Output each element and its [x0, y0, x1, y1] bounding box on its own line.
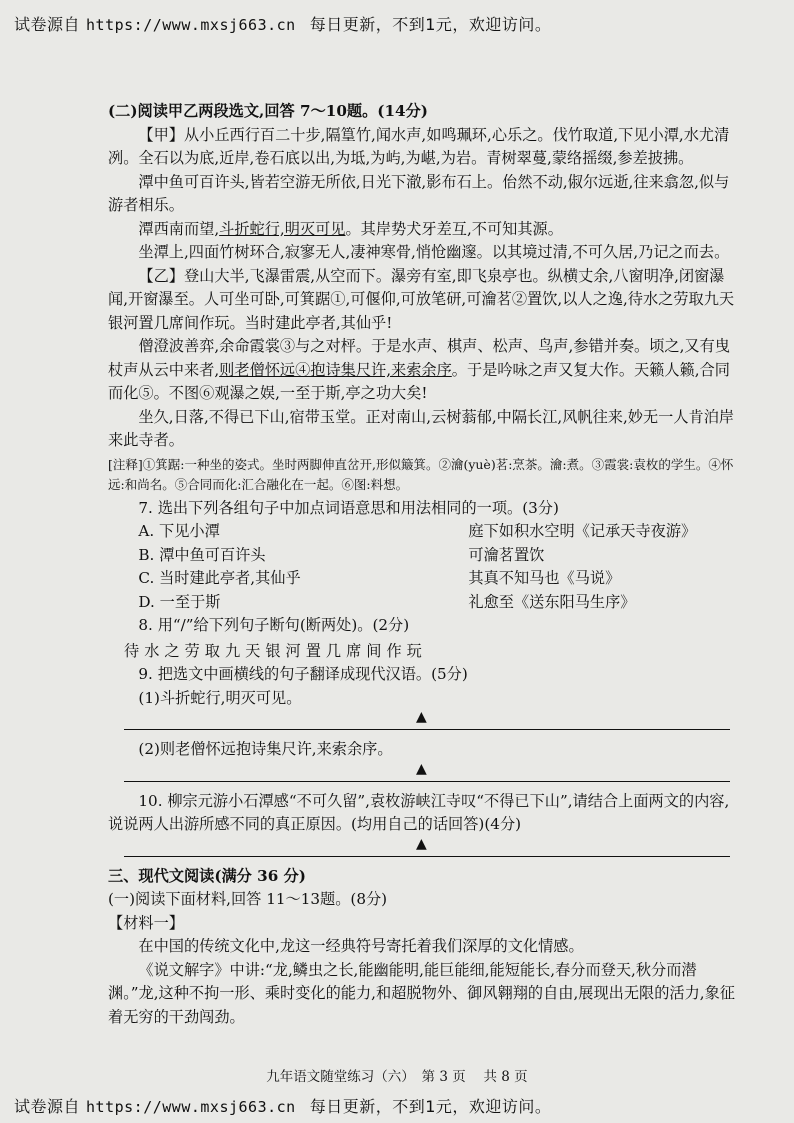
underlined-sentence-1: 斗折蛇行,明灭可见	[219, 219, 346, 238]
q7-option-d	[108, 591, 738, 615]
material-1-paragraph-1: 在中国的传统文化中,龙这一经典符号寄托着我们深厚的文化情感。	[138, 937, 584, 955]
answer-line-q9-1[interactable]	[108, 709, 738, 734]
annotation-note: [注释]①箕踞:一种坐的姿式。坐时两脚伸直岔开,形似簸箕。②瀹(yuè)茗:烹茶。瀹:煮。③霞裳:袁枚的学生。④怀远:和尚名。⑤合同而化:汇合融化在一起。⑥图:料想。	[108, 456, 734, 492]
q7-option-a-right: 庭下如积水空明《记承天寺夜游》	[468, 522, 697, 540]
exam-page	[108, 100, 738, 1029]
yi-p2-pre: 僧澄波善弈,余命霞裳③与之对枰。于是水声、棋声、松声、鸟声,参错并奏。顷之,又有曳杖声从云中来者,	[108, 337, 730, 379]
answer-rule	[124, 781, 730, 782]
q7-option-b	[108, 544, 738, 568]
answer-rule	[124, 856, 730, 857]
banner-source: 试卷源自	[14, 15, 81, 34]
banner-source: 试卷源自	[14, 1097, 81, 1116]
q7-option-d-left: D. 一至于斯	[138, 592, 221, 611]
yi-paragraph-2	[108, 335, 738, 406]
q8-sentence: 待水之劳取九天银河置几席间作玩	[124, 641, 427, 660]
q7-option-a	[108, 520, 738, 544]
jia-paragraph-2: 潭中鱼可百许头,皆若空游无所依,日光下澈,影布石上。佁然不动,俶尔远逝,往来翕忽,似与游者相乐。	[108, 172, 730, 214]
answer-line-q9-2[interactable]	[108, 760, 738, 786]
top-banner	[14, 12, 551, 35]
answer-marker: ▲	[416, 709, 427, 725]
section3-subheading: (一)阅读下面材料,回答 11～13题。(8分)	[108, 890, 388, 908]
q8-stem: 8. 用“/”给下列句子断句(断两处)。(2分)	[138, 616, 410, 634]
answer-rule	[124, 729, 730, 730]
q9-stem: 9. 把选文中画横线的句子翻译成现代汉语。(5分)	[138, 665, 468, 683]
q7-option-b-right: 可瀹茗置饮	[468, 545, 545, 564]
material-1-paragraph-2: 《说文解字》中讲:“龙,鳞虫之长,能幽能明,能巨能细,能短能长,春分而登天,秋分而潜渊。”龙,这种不拘一形、乘时变化的能力,和超脱物外、御风翱翔的自由,展现出无限的活力,象征着无穷的干劲闯劲。	[108, 960, 735, 1026]
underlined-sentence-2: 则老僧怀远④抱诗集尺许,来索余序	[219, 360, 452, 379]
q7-option-c-left: C. 当时建此亭者,其仙乎	[138, 569, 301, 587]
yi-paragraph-3: 坐久,日落,不得已下山,宿带玉堂。正对南山,云树蓊郁,中隔长江,风帆往来,妙无一人肯泊岸来此寺者。	[108, 407, 735, 449]
q9-sentence-2: (2)则老僧怀远抱诗集尺许,来索余序。	[138, 740, 393, 758]
q7-option-c	[108, 567, 738, 591]
answer-marker: ▲	[416, 760, 427, 777]
jia-paragraph-1: 【甲】从小丘西行百二十步,隔篁竹,闻水声,如鸣珮环,心乐之。伐竹取道,下见小潭,水尤清冽。全石以为底,近岸,卷石底以出,为坻,为屿,为嵁,为岩。青树翠蔓,蒙络摇缀,参差披拂。	[108, 125, 730, 167]
jia-paragraph-4: 坐潭上,四面竹树环合,寂寥无人,凄神寒骨,悄怆幽邃。以其境过清,不可久居,乃记之而去。	[138, 243, 730, 261]
jia-paragraph-3	[108, 218, 738, 242]
material-1-label: 【材料一】	[108, 913, 184, 932]
q7-option-c-right: 其真不知马也《马说》	[468, 569, 621, 587]
jia-p3-pre: 潭西南而望,	[138, 219, 220, 238]
section2-heading: (二)阅读甲乙两段选文,回答 7～10题。(14分)	[108, 102, 428, 120]
q7-option-a-left: A. 下见小潭	[138, 522, 220, 540]
yi-p2-post: 。于是吟咏之声又复大作。天籁人籁,合同而化⑤。不图⑥观瀑之娱,一至于斯,亭之功大矣!	[108, 360, 730, 402]
banner-slogan: 每日更新，不到1元，欢迎访问。	[309, 15, 552, 34]
bottom-banner	[14, 1094, 551, 1117]
page-footer: 九年语文随堂练习（六） 第 3 页 共 8 页	[266, 1069, 528, 1085]
banner-url[interactable]: https://www.mxsj663.cn	[86, 16, 296, 34]
q7-option-d-right: 礼愈至《送东阳马生序》	[468, 592, 636, 611]
answer-marker: ▲	[416, 835, 427, 852]
q7-stem: 7. 选出下列各组句子中加点词语意思和用法相同的一项。(3分)	[138, 498, 559, 517]
q9-sentence-1: (1)斗折蛇行,明灭可见。	[138, 688, 302, 707]
yi-paragraph-1: 【乙】登山大半,飞瀑雷震,从空而下。瀑旁有室,即飞泉亭也。纵横丈余,八窗明净,闭窗瀑闻,开窗瀑至。人可坐可卧,可箕踞①,可偃仰,可放笔研,可瀹茗②置饮,以人之逸,待水之劳取九天银河置几席间作玩。当时建此亭者,其仙乎!	[108, 266, 735, 332]
answer-line-q10[interactable]	[108, 835, 738, 861]
section3-heading: 三、现代文阅读(满分 36 分)	[108, 866, 306, 885]
banner-url[interactable]: https://www.mxsj663.cn	[86, 1098, 296, 1116]
banner-slogan: 每日更新，不到1元，欢迎访问。	[309, 1097, 552, 1116]
jia-p3-post: 。其岸势犬牙差互,不可知其源。	[345, 219, 563, 238]
q7-option-b-left: B. 潭中鱼可百许头	[138, 545, 266, 564]
q10-stem: 10. 柳宗元游小石潭感“不可久留”,袁枚游峡江寺叹“不得已下山”,请结合上面两文的内容,说说两人出游所感不同的真正原因。(均用自己的话回答)(4分)	[108, 791, 730, 833]
